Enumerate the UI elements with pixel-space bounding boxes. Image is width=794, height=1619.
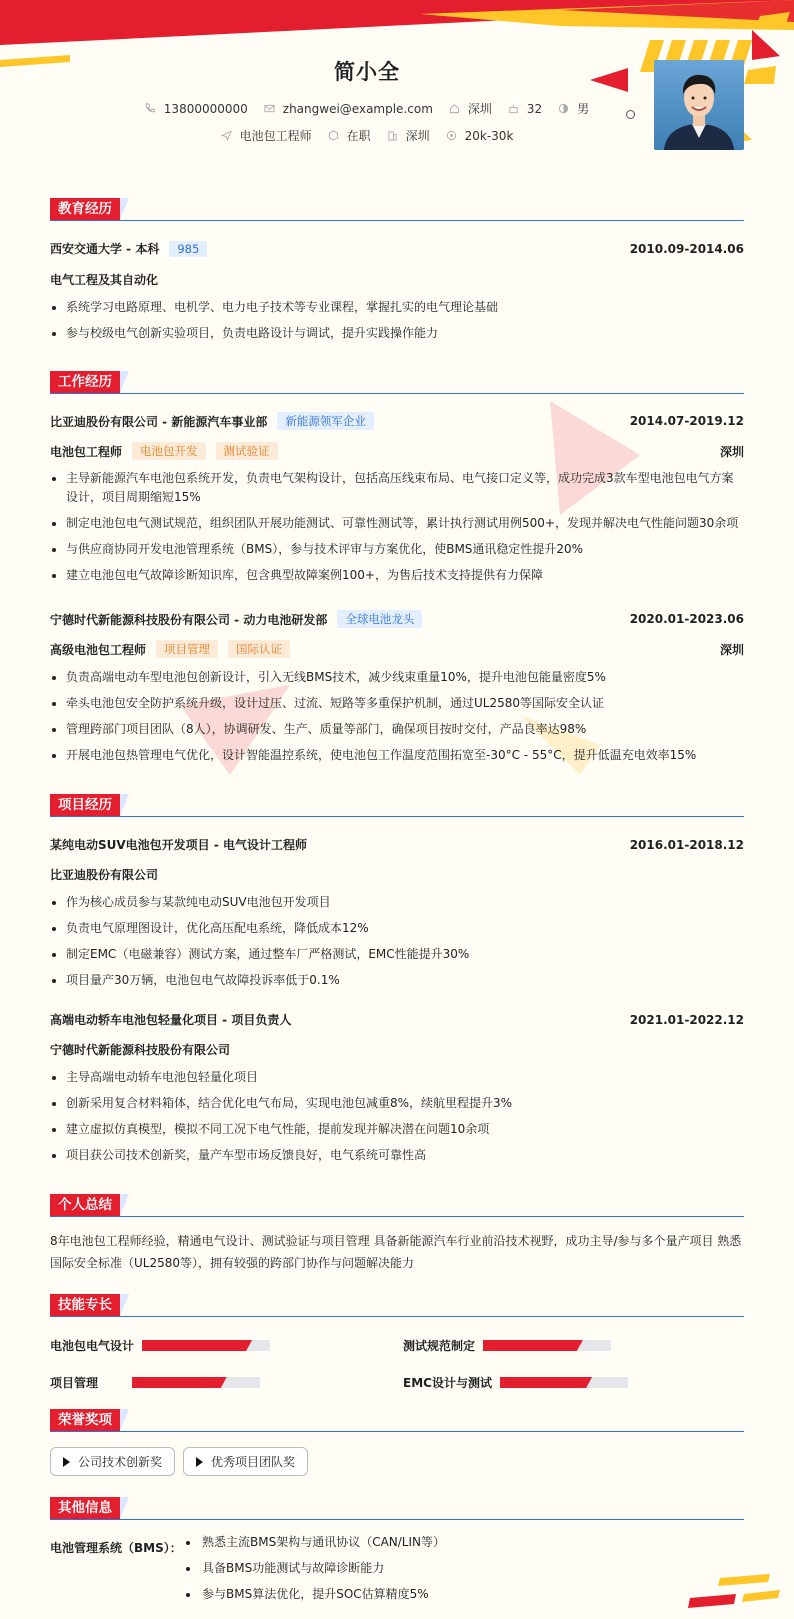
target-city-item: [387, 127, 430, 144]
salary-text: 20k-30k: [464, 128, 514, 143]
city-text: 深圳: [467, 102, 492, 116]
building-icon: [387, 130, 398, 141]
play-arrow-icon: [196, 1457, 203, 1467]
section-title-skills: [50, 1294, 129, 1316]
skill-name: 项目管理: [50, 1376, 99, 1390]
coin-icon: [446, 130, 457, 141]
work-header-1: [50, 412, 744, 430]
list-item: 作为核心成员参与某款纯电动SUV电池包开发项目: [50, 893, 744, 912]
section-title-other: [50, 1497, 129, 1519]
school-name: 西安交通大学 - 本科: [50, 242, 160, 256]
section-divider: [50, 1431, 744, 1432]
section-label: 个人总结: [50, 1194, 120, 1216]
award-badge: [183, 1447, 308, 1476]
phone-text: 13800000000: [163, 101, 248, 116]
list-item: 具备BMS功能测试与故障诊断能力: [184, 1559, 445, 1578]
skill-level-bar: [132, 1377, 260, 1388]
education-header: [50, 240, 744, 257]
project-dates: 2016.01-2018.12: [629, 837, 744, 852]
summary-text: 8年电池包工程师经验，精通电气设计、测试验证与项目管理 具备新能源汽车行业前沿技术视野，成功主导/参与多个量产项目 熟悉国际安全标准（UL2580等），拥有较强的跨部门协作与问题解决能力: [50, 1234, 742, 1270]
mail-icon: [264, 103, 275, 114]
company-name: 宁德时代新能源科技股份有限公司 - 动力电池研发部: [50, 612, 328, 627]
company-tag: 全球电池龙头: [337, 610, 422, 628]
home-icon: [449, 103, 460, 114]
work-location: 深圳: [719, 444, 744, 459]
list-item: 制定EMC（电磁兼容）测试方案，通过整车厂严格测试，EMC性能提升30%: [50, 945, 744, 964]
other-info-list: [184, 1533, 445, 1611]
list-item: 参与BMS算法优化，提升SOC估算精度5%: [184, 1585, 445, 1604]
section-divider: [50, 220, 744, 221]
gender-icon: [558, 103, 569, 114]
list-item: 主导新能源汽车电池包系统开发，负责电气架构设计，包括高压线束布局、电气接口定义等，成功完成3款车型电池包电气方案设计，项目周期缩短15%: [50, 469, 744, 507]
section-label: 教育经历: [50, 198, 120, 220]
school-tag: 985: [169, 241, 207, 257]
email-text: zhangwei@example.com: [282, 101, 433, 116]
award-badge: [50, 1447, 175, 1476]
work-role-2: [50, 640, 744, 658]
list-item: 系统学习电路原理、电机学、电力电子技术等专业课程，掌握扎实的电气理论基础: [50, 298, 744, 317]
list-item: 开展电池包热管理电气优化，设计智能温控系统，使电池包工作温度范围拓宽至-30°C - 55°C，提升低温充电效率15%: [50, 746, 744, 765]
gender-item: [558, 100, 589, 117]
work-bullets-2: [50, 668, 744, 772]
skill-name: 电池包电气设计: [50, 1339, 135, 1353]
skill-name: EMC设计与测试: [403, 1376, 492, 1390]
skill-item: [403, 1374, 628, 1391]
skill-level-fill: [132, 1377, 227, 1388]
project-header-2: [50, 1011, 744, 1028]
status-item: [328, 127, 371, 144]
role-title: 高级电池包工程师: [50, 642, 147, 657]
section-divider: [50, 1316, 744, 1317]
phone-icon: [145, 103, 156, 114]
send-icon: [221, 130, 232, 141]
section-label: 技能专长: [50, 1294, 120, 1316]
age-item: [508, 102, 542, 116]
section-label: 荣誉奖项: [50, 1409, 120, 1431]
section-divider: [50, 393, 744, 394]
role-tag: 国际认证: [228, 640, 290, 658]
skill-level-bar: [483, 1340, 611, 1351]
role-title: 电池包工程师: [50, 444, 123, 459]
work-dates: 2020.01-2023.06: [629, 612, 744, 626]
skill-item: [50, 1374, 260, 1391]
city-item: [449, 100, 492, 117]
list-item: 与供应商协同开发电池管理系统（BMS），参与技术评审与方案优化，使BMS通讯稳定性提升20%: [50, 540, 744, 559]
skill-item: [50, 1337, 270, 1354]
project-org: 宁德时代新能源科技股份有限公司: [50, 1043, 231, 1057]
award-name: 公司技术创新奖: [78, 1455, 163, 1469]
job-info-row: [0, 127, 734, 144]
status-icon: [328, 130, 339, 141]
email-item: [264, 102, 433, 116]
list-item: 负责电气原理图设计，优化高压配电系统，降低成本12%: [50, 919, 744, 938]
bottom-decoration: [680, 1568, 794, 1619]
list-item: 牵头电池包安全防护系统升级，设计过压、过流、短路等多重保护机制，通过UL2580等国际安全认证: [50, 694, 744, 713]
skill-name: 测试规范制定: [403, 1339, 476, 1353]
job-title-text: 电池包工程师: [239, 129, 312, 143]
section-label: 其他信息: [50, 1497, 120, 1519]
project-name: 某纯电动SUV电池包开发项目 - 电气设计工程师: [50, 838, 308, 852]
skill-level-bar: [142, 1340, 270, 1351]
list-item: 项目量产30万辆，电池包电气故障投诉率低于0.1%: [50, 971, 744, 990]
list-item: 负责高端电动车型电池包创新设计，引入无线BMS技术，减少线束重量10%，提升电池包能量密度5%: [50, 668, 744, 687]
list-item: 创新采用复合材料箱体，结合优化电气布局，实现电池包减重8%，续航里程提升3%: [50, 1094, 744, 1113]
company-tag: 新能源领军企业: [277, 412, 374, 430]
section-title-education: [50, 198, 129, 220]
skill-level-fill: [500, 1377, 592, 1388]
work-location: 深圳: [719, 642, 744, 657]
section-label: 工作经历: [50, 371, 120, 393]
role-tag: 测试验证: [216, 442, 278, 460]
award-name: 优秀项目团队奖: [211, 1455, 296, 1469]
status-text: 在职: [346, 129, 371, 143]
section-title-summary: [50, 1194, 129, 1216]
play-arrow-icon: [63, 1457, 70, 1467]
gender-text: 男: [577, 102, 590, 116]
ring-decoration: [626, 110, 635, 119]
section-title-honors: [50, 1409, 129, 1431]
candidate-name: 简小全: [334, 60, 400, 84]
project-org: 比亚迪股份有限公司: [50, 868, 159, 882]
phone-item: [145, 102, 248, 116]
project-header-1: [50, 836, 744, 853]
project-name: 高端电动轿车电池包轻量化项目 - 项目负责人: [50, 1013, 292, 1027]
work-role-1: [50, 442, 744, 460]
list-item: 主导高端电动轿车电池包轻量化项目: [50, 1068, 744, 1087]
list-item: 管理跨部门项目团队（8人），协调研发、生产、质量等部门，确保项目按时交付，产品良率达98%: [50, 720, 744, 739]
work-dates: 2014.07-2019.12: [629, 414, 744, 428]
list-item: 建立虚拟仿真模型，模拟不同工况下电气性能，提前发现并解决潜在问题10余项: [50, 1120, 744, 1139]
cake-icon: [508, 103, 519, 114]
education-dates: 2010.09-2014.06: [629, 241, 744, 256]
role-tag: 电池包开发: [132, 442, 206, 460]
section-title-projects: [50, 794, 129, 816]
list-item: 建立电池包电气故障诊断知识库，包含典型故障案例100+，为售后技术支持提供有力保障: [50, 566, 744, 585]
contact-info-row: [0, 100, 734, 117]
role-tag: 项目管理: [156, 640, 218, 658]
section-label: 项目经历: [50, 794, 120, 816]
target-city-text: 深圳: [405, 129, 430, 143]
section-divider: [50, 1519, 744, 1520]
project-dates: 2021.01-2022.12: [629, 1012, 744, 1027]
skill-level-fill: [483, 1340, 583, 1351]
list-item: 参与校级电气创新实验项目，负责电路设计与调试，提升实践操作能力: [50, 324, 744, 343]
skill-level-bar: [500, 1377, 628, 1388]
section-divider: [50, 1216, 744, 1217]
section-title-work: [50, 371, 129, 393]
list-item: 项目获公司技术创新奖，量产车型市场反馈良好，电气系统可靠性高: [50, 1146, 744, 1165]
company-name: 比亚迪股份有限公司 - 新能源汽车事业部: [50, 414, 268, 429]
work-bullets-1: [50, 469, 744, 592]
education-bullets: [50, 298, 744, 350]
project-bullets-1: [50, 893, 744, 997]
skill-item: [403, 1337, 611, 1354]
major: 电气工程及其自动化: [50, 273, 159, 287]
job-title-item: [221, 127, 312, 144]
work-header-2: [50, 610, 744, 628]
list-item: 制定电池包电气测试规范，组织团队开展功能测试、可靠性测试等，累计执行测试用例500+，发现并解决电气性能问题30余项: [50, 514, 744, 533]
project-bullets-2: [50, 1068, 744, 1172]
age-text: 32: [526, 101, 543, 116]
other-info-key: 电池管理系统（BMS）：: [50, 1541, 182, 1555]
skill-level-fill: [142, 1340, 252, 1351]
avatar-photo: [654, 60, 744, 150]
list-item: 熟悉主流BMS架构与通讯协议（CAN/LIN等）: [184, 1533, 445, 1552]
section-divider: [50, 816, 744, 817]
salary-item: [446, 129, 514, 143]
